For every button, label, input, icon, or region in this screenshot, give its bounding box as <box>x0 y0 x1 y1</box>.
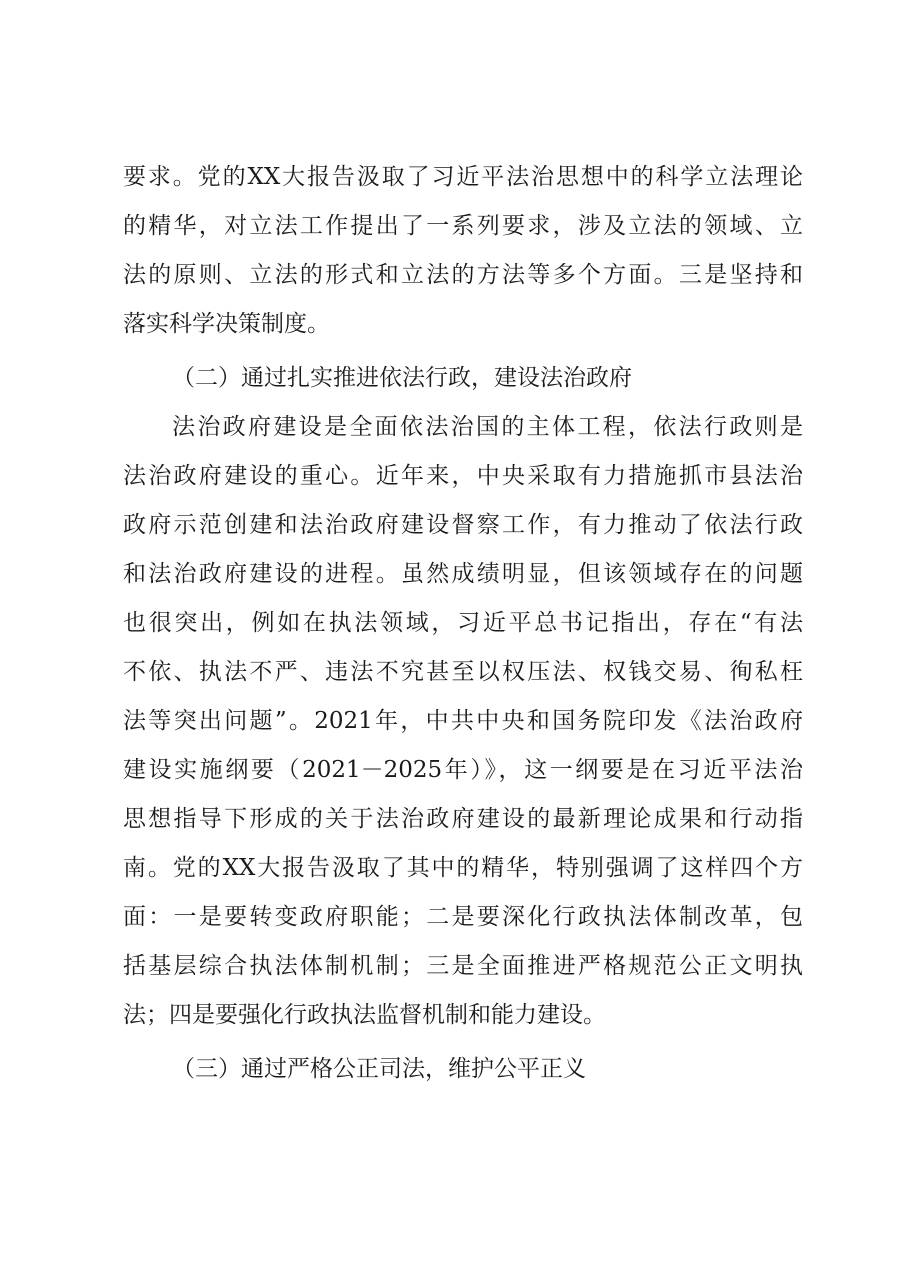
text-line: 思想指导下形成的关于法治政府建设的最新理论成果和行动指 <box>123 806 803 832</box>
text-line: 法；四是要强化行政执法监督机制和能力建设。 <box>123 1002 606 1028</box>
text-line: 政府示范创建和法治政府建设督察工作，有力推动了依法行政 <box>123 512 803 538</box>
text-line: 法的原则、立法的形式和立法的方法等多个方面。三是坚持和 <box>123 262 803 288</box>
text-line: 南。党的XX大报告汲取了其中的精华，特别强调了这样四个方 <box>123 855 803 881</box>
text-line: 也很突出，例如在执法领域，习近平总书记指出，存在“有法 <box>123 610 803 636</box>
text-line: 括基层综合执法体制机制；三是全面推进严格规范公正文明执 <box>123 953 803 979</box>
text-line: 不依、执法不严、违法不究甚至以权压法、权钱交易、徇私枉 <box>123 659 803 685</box>
text-line: 法治政府建设是全面依法治国的主体工程，依法行政则是 <box>172 414 803 440</box>
text-line: 落实科学决策制度。 <box>123 311 330 337</box>
text-line: 建设实施纲要（2021－2025年）》，这一纲要是在习近平法治 <box>123 757 803 783</box>
text-line: 法治政府建设的重心。近年来，中央采取有力措施抓市县法治 <box>123 463 803 489</box>
text-line: 的精华，对立法工作提出了一系列要求，涉及立法的领域、立 <box>123 213 803 239</box>
text-line: 和法治政府建设的进程。虽然成绩明显，但该领域存在的问题 <box>123 561 803 587</box>
text-line: 法等突出问题”。2021年，中共中央和国务院印发《法治政府 <box>123 708 803 734</box>
section-heading: （三）通过严格公正司法，维护公平正义 <box>172 1056 586 1082</box>
text-line: 要求。党的XX大报告汲取了习近平法治思想中的科学立法理论 <box>123 164 803 190</box>
section-heading: （二）通过扎实推进依法行政，建设法治政府 <box>172 365 632 391</box>
text-line: 面：一是要转变政府职能；二是要深化行政执法体制改革，包 <box>123 904 803 930</box>
